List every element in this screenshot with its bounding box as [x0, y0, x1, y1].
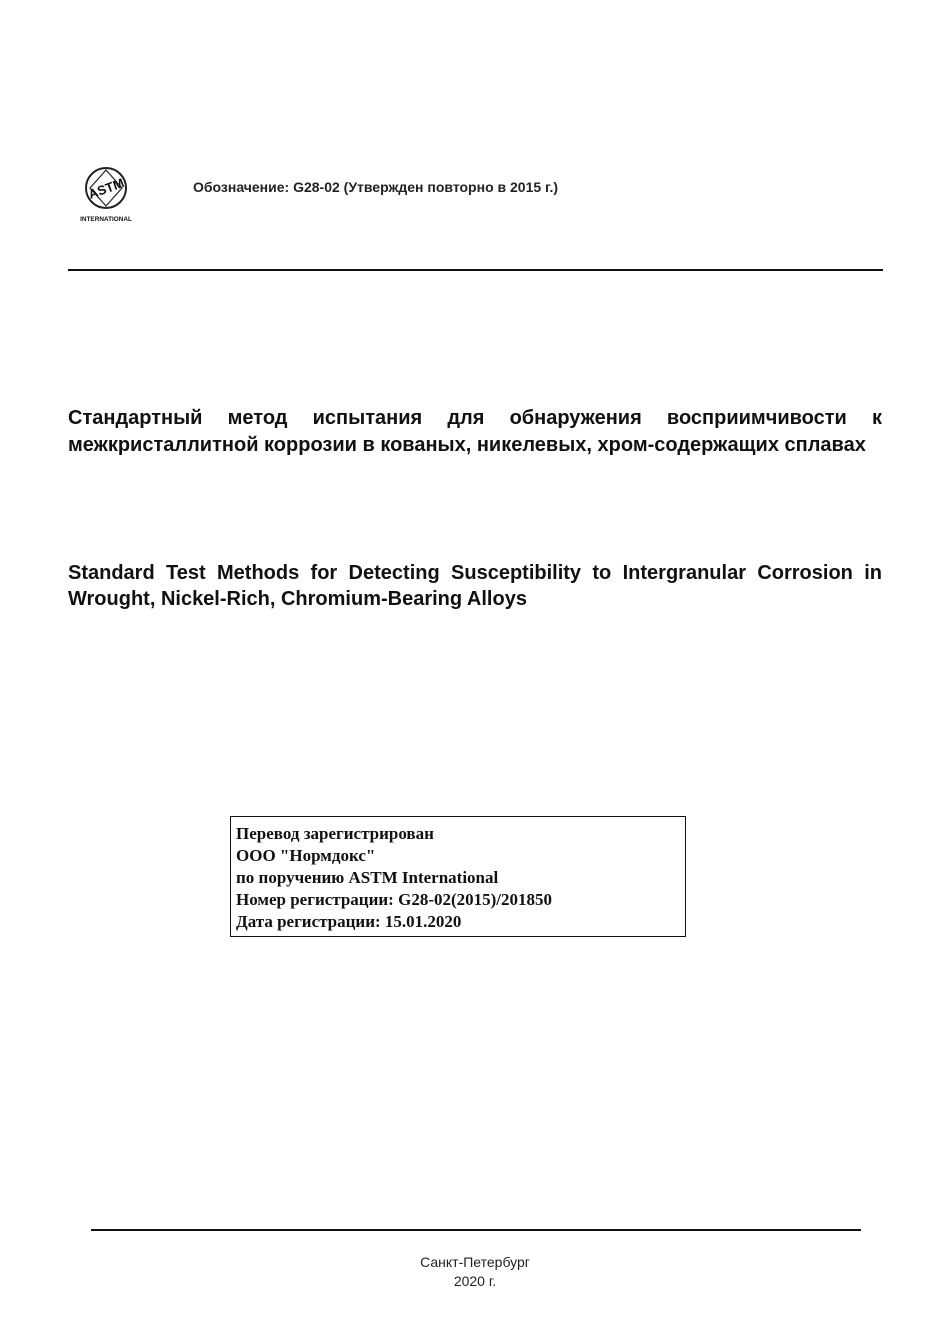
designation-line: Обозначение: G28-02 (Утвержден повторно в 2015 г.) — [193, 179, 559, 195]
logo-text: ASTM — [86, 175, 127, 202]
logo-subtext: INTERNATIONAL — [80, 216, 132, 223]
registration-number: Номер регистрации: G28-02(2015)/201850 — [236, 890, 553, 909]
bottom-divider — [91, 1229, 861, 1231]
footer — [0, 1253, 950, 1291]
registration-line: по поручению ASTM International — [236, 868, 499, 887]
registration-line: Перевод зарегистрирован — [236, 824, 434, 843]
registration-date: Дата регистрации: 15.01.2020 — [236, 912, 462, 931]
footer-year: 2020 г. — [453, 1273, 497, 1289]
astm-logo — [80, 164, 132, 224]
title-english: Standard Test Methods for Detecting Susceptibility to Intergranular Corrosion in Wrought, Nickel-Rich, Chromium-Bearing Alloys — [68, 562, 882, 610]
footer-city: Санкт-Петербург — [420, 1254, 530, 1270]
title-russian: Стандартный метод испытания для обнаружения восприимчивости к межкристаллитной коррозии в кованых, никелевых, хром-содержащих сплавах — [68, 407, 882, 456]
registration-line: ООО "Нормдокс" — [236, 846, 376, 865]
top-divider — [68, 269, 883, 271]
registration-box — [230, 816, 686, 937]
